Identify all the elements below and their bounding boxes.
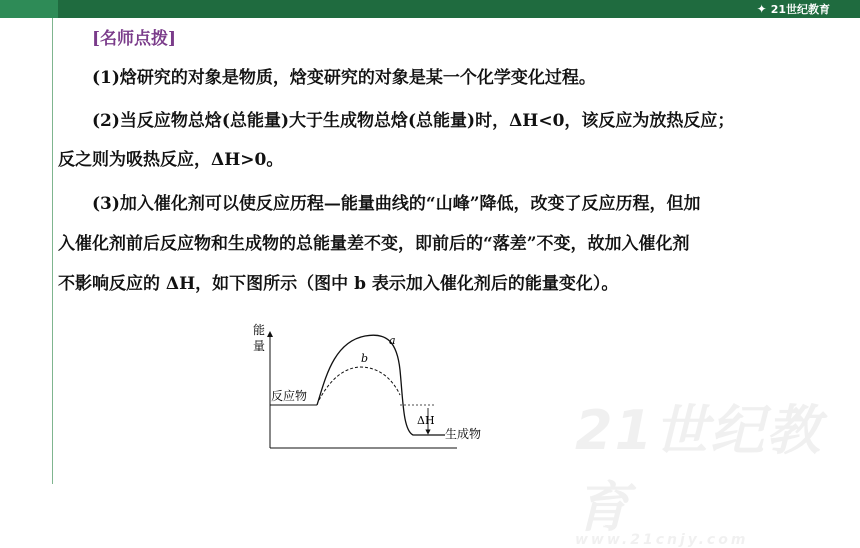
product-label: 生成物 [445,427,482,441]
watermark-url: www.21cnjy.com [575,532,749,548]
energy-diagram [245,320,505,460]
top-bar [0,0,860,18]
left-margin-line [52,18,53,484]
delta-h-label: ΔH [417,414,435,427]
paragraph-2-line-2: 反之则为吸热反应，ΔH>0。 [58,150,284,170]
paragraph-2-line-1: (2)当反应物总焓(总能量)大于生成物总焓(总能量)时，ΔH<0，该反应为放热反应； [92,111,735,131]
brand-logo [757,1,830,17]
paragraph-3-line-2: 入催化剂前后反应物和生成物的总能量差不变，即前后的“落差”不变，故加入催化剂 [58,234,690,254]
y-axis-label-1: 能 [253,323,266,337]
reactant-label: 反应物 [271,389,308,403]
runner-logo-icon: ✦ [756,2,767,16]
paragraph-1: (1)焓研究的对象是物质，焓变研究的对象是某一个化学变化过程。 [92,68,596,88]
logo-text: 21世纪教育 [770,3,830,16]
watermark-text: 21世纪教育 [575,399,823,539]
top-bar-accent [0,0,58,18]
curve-b-label: b [361,352,369,365]
watermark [575,388,860,548]
paragraph-3-line-1: (3)加入催化剂可以使反应历程—能量曲线的“山峰”降低，改变了反应历程，但加 [92,194,701,214]
section-heading: [名师点拨] [92,29,177,49]
y-axis-label-2: 量 [253,339,266,353]
curve-a-label: a [389,334,396,347]
paragraph-3-line-3: 不影响反应的 ΔH，如下图所示（图中 b 表示加入催化剂后的能量变化）。 [58,274,619,294]
curve-b [319,367,400,400]
